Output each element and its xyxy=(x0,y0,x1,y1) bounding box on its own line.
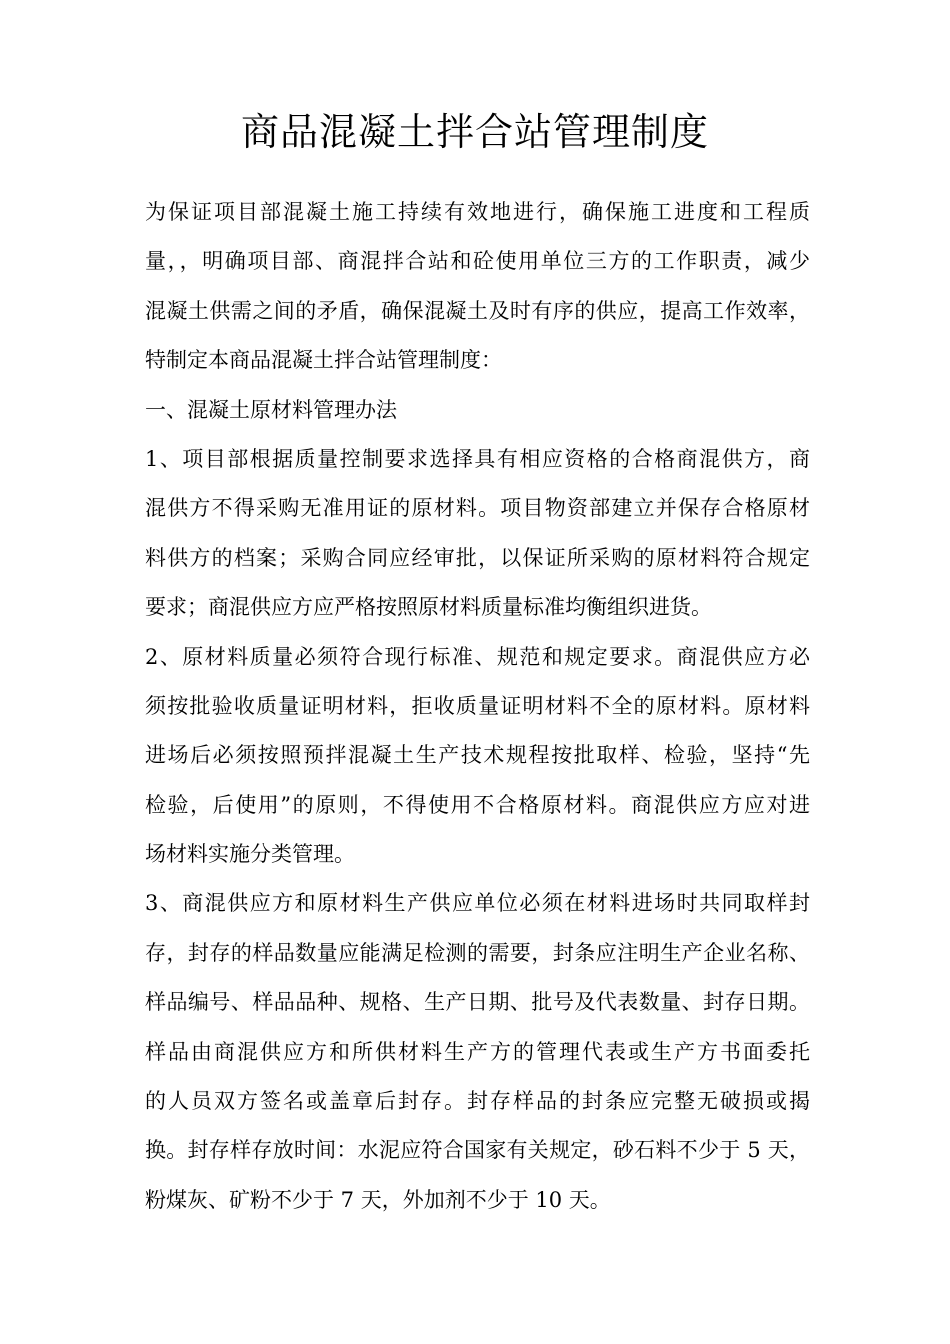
text-line: 场材料实施分类管理。 xyxy=(145,842,355,867)
text-line: 须按批验收质量证明材料，拒收质量证明材料不全的原材料。原材料 xyxy=(145,693,810,718)
text-line: 换。封存样存放时间：水泥应符合国家有关规定，砂石料不少于 5 天， xyxy=(145,1138,810,1163)
text-line: 进场后必须按照预拌混凝土生产技术规程按批取样、检验，坚持“先 xyxy=(145,743,810,768)
text-line: 量，，明确项目部、商混拌合站和砼使用单位三方的工作职责，减少 xyxy=(145,249,810,274)
text-line: 存，封存的样品数量应能满足检测的需要，封条应注明生产企业名称、 xyxy=(145,940,810,965)
text-line: 样品编号、样品品种、规格、生产日期、批号及代表数量、封存日期。 xyxy=(145,990,810,1015)
text-line: 混凝土供需之间的矛盾，确保混凝土及时有序的供应，提高工作效率， xyxy=(145,298,810,323)
text-line: 样品由商混供应方和所供材料生产方的管理代表或生产方书面委托 xyxy=(145,1039,810,1064)
body-text xyxy=(145,188,810,1225)
text-line: 特制定本商品混凝土拌合站管理制度： xyxy=(145,348,502,373)
text-line: 1、项目部根据质量控制要求选择具有相应资格的合格商混供方，商 xyxy=(145,446,810,471)
text-line: 要求；商混供应方应严格按照原材料质量标准均衡组织进货。 xyxy=(145,595,712,620)
text-line: 检验，后使用”的原则，不得使用不合格原材料。商混供应方应对进 xyxy=(145,792,810,817)
text-line: 混供方不得采购无准用证的原材料。项目物资部建立并保存合格原材 xyxy=(145,496,810,521)
text-line: 的人员双方签名或盖章后封存。封存样品的封条应完整无破损或揭 xyxy=(145,1089,810,1114)
text-line: 3、商混供应方和原材料生产供应单位必须在材料进场时共同取样封 xyxy=(145,891,810,916)
text-line: 料供方的档案；采购合同应经审批，以保证所采购的原材料符合规定 xyxy=(145,545,810,570)
page-title: 商品混凝土拌合站管理制度 xyxy=(240,110,709,154)
text-line: 为保证项目部混凝土施工持续有效地进行，确保施工进度和工程质 xyxy=(145,200,810,224)
text-line: 2、原材料质量必须符合现行标准、规范和规定要求。商混供应方必 xyxy=(145,644,810,669)
text-line: 粉煤灰、矿粉不少于 7 天，外加剂不少于 10 天。 xyxy=(145,1187,611,1212)
text-line: 一、混凝土原材料管理办法 xyxy=(145,397,397,422)
